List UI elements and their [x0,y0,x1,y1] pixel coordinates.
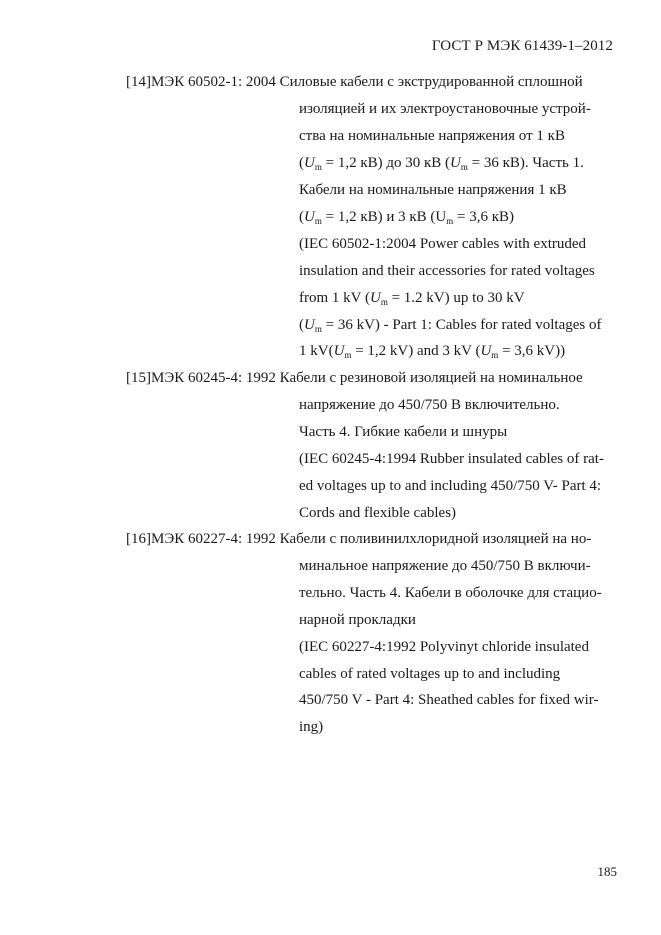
page-number: 185 [597,864,617,879]
reference-16-line: минальное напряжение до 450/750 В включи- [299,558,591,574]
reference-16-line: (IEC 60227-4:1992 Polyvinyt chloride insulated [299,639,589,655]
reference-16-line: 450/750 V - Part 4: Sheathed cables for fixed wir- [299,692,599,708]
reference-16-line: cables of rated voltages up to and including [299,666,561,682]
reference-14-line: ($U_m = 1,2$ кВ) и 3 кВ ($U_m = 3,6$ кВ) [299,209,515,226]
reference-16-line: нарной прокладки [299,612,416,628]
reference-14-line: [14]МЭК 60502-1: 2004 Силовые кабели с экструдированной сплошной [126,74,583,90]
reference-14-line: ($U_m = 36$ kV) - Part 1: Cables for rated voltages of [299,317,602,334]
reference-15-line: (IEC 60245-4:1994 Rubber insulated cables of rat- [299,451,604,467]
reference-15-line: напряжение до 450/750 В включительно. [299,397,560,413]
reference-15-line: Часть 4. Гибкие кабели и шнуры [299,424,508,440]
reference-16-line: тельно. Часть 4. Кабели в оболочке для стацио- [299,585,602,601]
reference-14-line: ($U_m = 1,2$ кВ) до 30 кВ ($U_m = 36$ кВ). Часть 1. [299,155,584,172]
reference-14-line: insulation and their accessories for rated voltages [299,263,595,279]
reference-16-line: ing) [299,719,324,735]
document-header: ГОСТ Р МЭК 61439-1–2012 [431,38,613,54]
reference-14-line: изоляцией и их электроустановочные устрой- [299,101,591,117]
reference-15-line: [15]МЭК 60245-4: 1992 Кабели с резиновой изоляцией на номинальное [126,370,583,386]
reference-14-line: Кабели на номинальные напряжения 1 кВ [299,182,567,198]
reference-14-line: 1 $kV(U_m = 1,2$ kV) and 3 kV ($U_m = 3,6$ kV)) [299,343,566,360]
reference-15-line: ed voltages up to and including 450/750 V- Part 4: [299,478,602,494]
reference-14-line: ства на номинальные напряжения от 1 кВ [299,128,565,144]
reference-15-line: Cords and flexible cables) [299,505,457,521]
reference-14-line: (IEC 60502-1:2004 Power cables with extruded [299,236,587,252]
reference-14-line: from 1 kV ($U_m = 1.2$ kV) up to 30 kV [299,290,525,307]
reference-16-line: [16]МЭК 60227-4: 1992 Кабели с поливинилхлоридной изоляцией на но- [126,531,592,547]
